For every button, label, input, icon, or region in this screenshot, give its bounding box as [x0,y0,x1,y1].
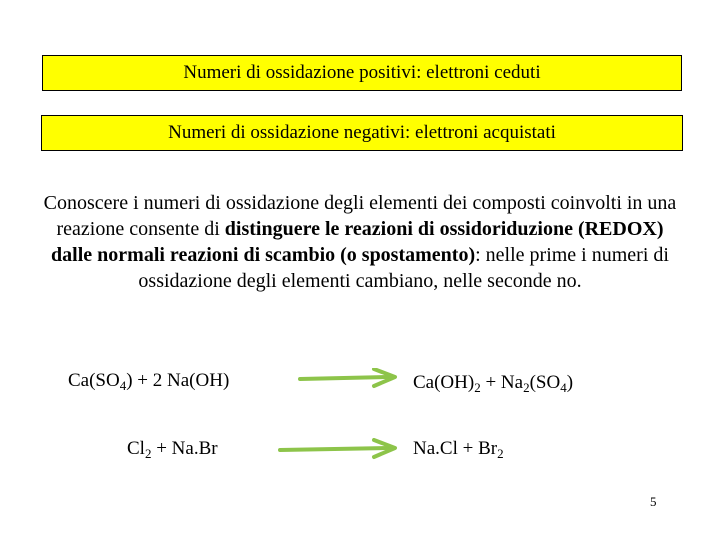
r2-right-sub1: 2 [497,446,504,461]
r1-left-sub1: 4 [119,378,127,393]
reaction2-reactants [127,438,218,460]
reaction2-arrow-icon [278,438,402,460]
r1-left-b: ) + 2 Na(OH) [126,370,230,391]
r1-left-a: Ca(SO [68,370,120,391]
r1-right-d: ) [566,372,574,393]
reaction1-products [413,372,573,394]
negative-oxidation-box [41,115,683,151]
paragraph-bold: distinguere le reazioni di ossidoriduzione (REDOX) dalle normali reazioni di scambio (o spostamento) [51,218,664,266]
r1-right-sub2: 2 [523,380,530,395]
negative-oxidation-text: Numeri di ossidazione negativi: elettroni acquistati [168,122,556,143]
r1-right-c: (SO [529,372,561,393]
r2-left-sub1: 2 [144,446,152,461]
reaction1-reactants [68,370,229,392]
paragraph-part-2: : nelle prime i numeri di ossidazione degli elementi cambiano, nelle seconde no. [138,244,669,292]
r1-right-sub1: 2 [474,380,481,395]
r1-right-b: + Na [480,372,524,393]
r1-right-a: Ca(OH) [413,372,475,393]
reaction2-products [413,438,504,460]
page-number: 5 [650,494,657,509]
paragraph-part-1: Conoscere i numeri di ossidazione degli elementi dei composti coinvolti in una reazione consente di [43,192,677,240]
positive-oxidation-box [42,55,682,91]
reaction1-arrow-icon [298,368,402,390]
explanation-paragraph [40,190,680,294]
r2-left-a: Cl [127,438,145,459]
r2-left-b: + Na.Br [151,438,218,459]
r1-right-sub3: 4 [560,380,567,395]
r2-right-a: Na.Cl + Br [413,438,498,459]
positive-oxidation-text: Numeri di ossidazione positivi: elettroni ceduti [183,62,541,83]
